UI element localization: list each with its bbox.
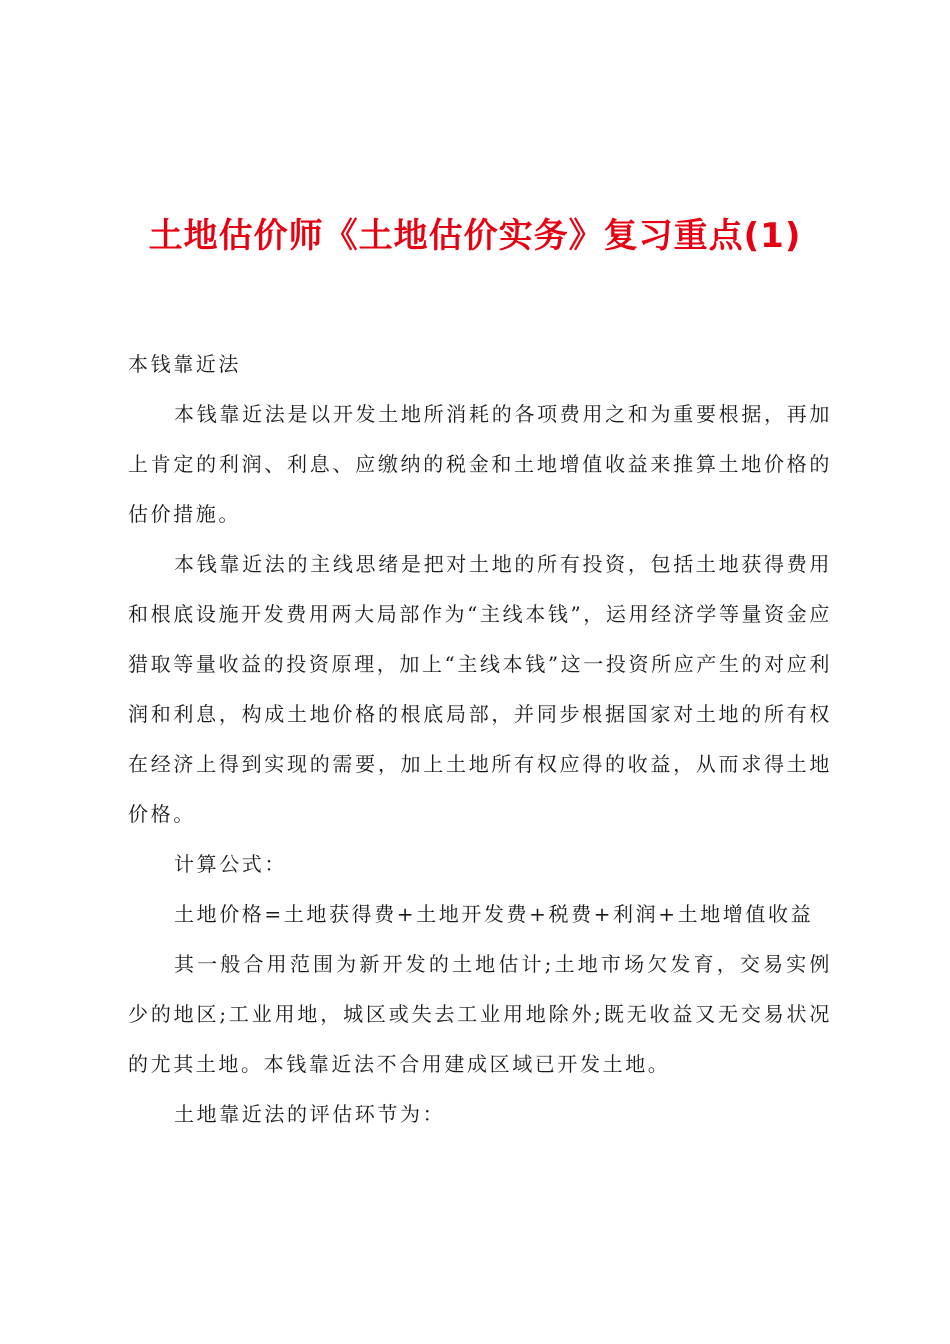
section-heading: 本钱靠近法 [128, 352, 241, 376]
paragraph-definition: 本钱靠近法是以开发土地所消耗的各项费用之和为重要根据，再加上肯定的利润、利息、应缴纳的税金和土地增值收益来推算土地价格的估价措施。 [128, 402, 832, 526]
document-body [128, 339, 832, 1139]
paragraph-scope: 其一般合用范围为新开发的土地估计;土地市场欠发育，交易实例少的地区;工业用地，城区或失去工业用地除外;既无收益又无交易状况的尤其土地。本钱靠近法不合用建成区域已开发土地。 [128, 952, 832, 1076]
paragraph-formula: 土地价格=土地获得费+土地开发费+税费+利润+土地增值收益 [174, 902, 814, 926]
paragraph-formula-label: 计算公式： [174, 852, 287, 876]
paragraph-steps-intro: 土地靠近法的评估环节为： [174, 1102, 446, 1126]
paragraph-principle: 本钱靠近法的主线思绪是把对土地的所有投资，包括土地获得费用和根底设施开发费用两大局部作为“主线本钱”，运用经济学等量资金应猎取等量收益的投资原理，加上“主线本钱”这一投资所应产生的对应利润和利息，构成土地价格的根底局部，并同步根据国家对土地的所有权在经济上得到实现的需要，加上土地所有权应得的收益，从而求得土地价格。 [128, 552, 832, 826]
document-title: 土地估价师《土地估价实务》复习重点(1) [148, 216, 802, 256]
